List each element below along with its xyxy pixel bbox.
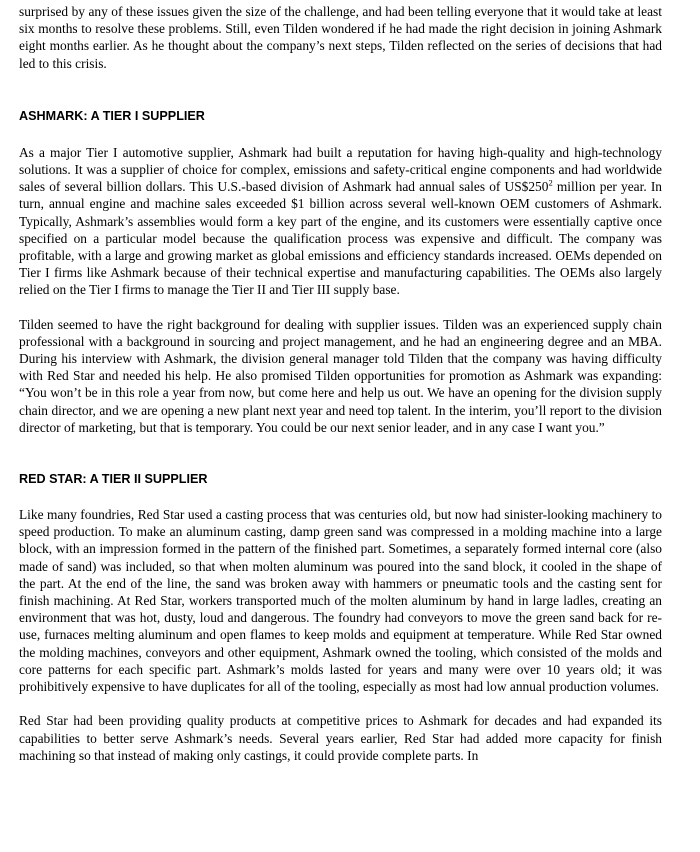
ashmark-paragraph-2: Tilden seemed to have the right background for dealing with supplier issues. Tilden was an experienced supply chain professional with a background in sourcing and project management, and he had an engineering degree and an MBA. During his interview with Ashmark, the division general manager told Tilden that the company was having difficulty with Red Star and needed his help. He also promised Tilden opportunities for promotion as Ashmark was expanding: “You won’t be in this role a year from now, but come here and help us out. We have an opening for the division supply chain director, and we are opening a new plant next year and need top talent. In the interim, you’ll report to the division director of marketing, but that is temporary. You could be our next senior leader, and in any case I want you.”: [19, 316, 662, 435]
ashmark-paragraph-1: [19, 144, 662, 299]
red-star-paragraph-2: Red Star had been providing quality products at competitive prices to Ashmark for decades and had expanded its capabilities to better serve Ashmark’s needs. Several years earlier, Red Star had added more capacity for finish machining so that instead of making only castings, it could provide complete parts. In: [19, 713, 662, 763]
intro-paragraph: surprised by any of these issues given the size of the challenge, and had been telling everyone that it would take at least six months to resolve these problems. Still, even Tilden wondered if he had made the right decision in joining Ashmark eight months earlier. As he thought about the company’s next steps, Tilden reflected on the series of decisions that had led to this crisis.: [19, 4, 662, 71]
footnote-marker: 2: [548, 177, 553, 188]
section-heading-red-star: RED STAR: A TIER II SUPPLIER: [19, 472, 208, 487]
section-heading-ashmark: ASHMARK: A TIER I SUPPLIER: [19, 108, 205, 123]
ashmark-paragraph-1-part-a: As a major Tier I automotive supplier, Ashmark had built a reputation for having high-quality and high-technology solutions. It was a supplier of choice for complex, emissions and safety-critical engine components and had worldwide sales of several billion dollars. This U.S.-based division of Ashmark had annual sales of US$250: [19, 144, 662, 195]
document-page: [19, 3, 662, 764]
red-star-paragraph-1: Like many foundries, Red Star used a casting process that was centuries old, but now had sinister-looking machinery to speed production. To make an aluminum casting, damp green sand was compressed in a molding machine into a large block, with an impression formed in the pattern of the finished part. Sometimes, a separately formed internal core (also made of sand) was included, so that when molten aluminum was poured into the sand block, it cooled in the shape of the part. At the end of the line, the sand was broken away with hammers or pneumatic tools and the casting sent for finish machining. At Red Star, workers transported much of the molten aluminum by hand in large ladles, creating an environment that was hot, dusty, loud and dangerous. The foundry had conveyors to move the green sand back for re-use, furnaces melting aluminum and open flames to keep molds and equipment at temperature. While Red Star owned the molding machines, conveyors and other equipment, Ashmark owned the tooling, which consisted of the molds and core patterns for each specific part. Ashmark’s molds lasted for years and many were over 10 years old; it was prohibitively expensive to have duplicates for all of the tooling, especially as most had low annual production volumes.: [19, 507, 662, 695]
ashmark-paragraph-1-part-b: million per year. In turn, annual engine and machine sales exceeded $1 billion across several well-known OEM customers of Ashmark. Typically, Ashmark’s assemblies would form a key part of the engine, and its customers were essentially captive once specified on a particular model because the qualification process was expensive and difficult. The company was profitable, with a large and growing market as global emissions and efficiency standards increased. OEMs depended on Tier I firms like Ashmark because of their technical expertise and manufacturing capabilities. The OEMs also largely relied on the Tier I firms to manage the Tier II and Tier III supply base.: [19, 179, 663, 298]
